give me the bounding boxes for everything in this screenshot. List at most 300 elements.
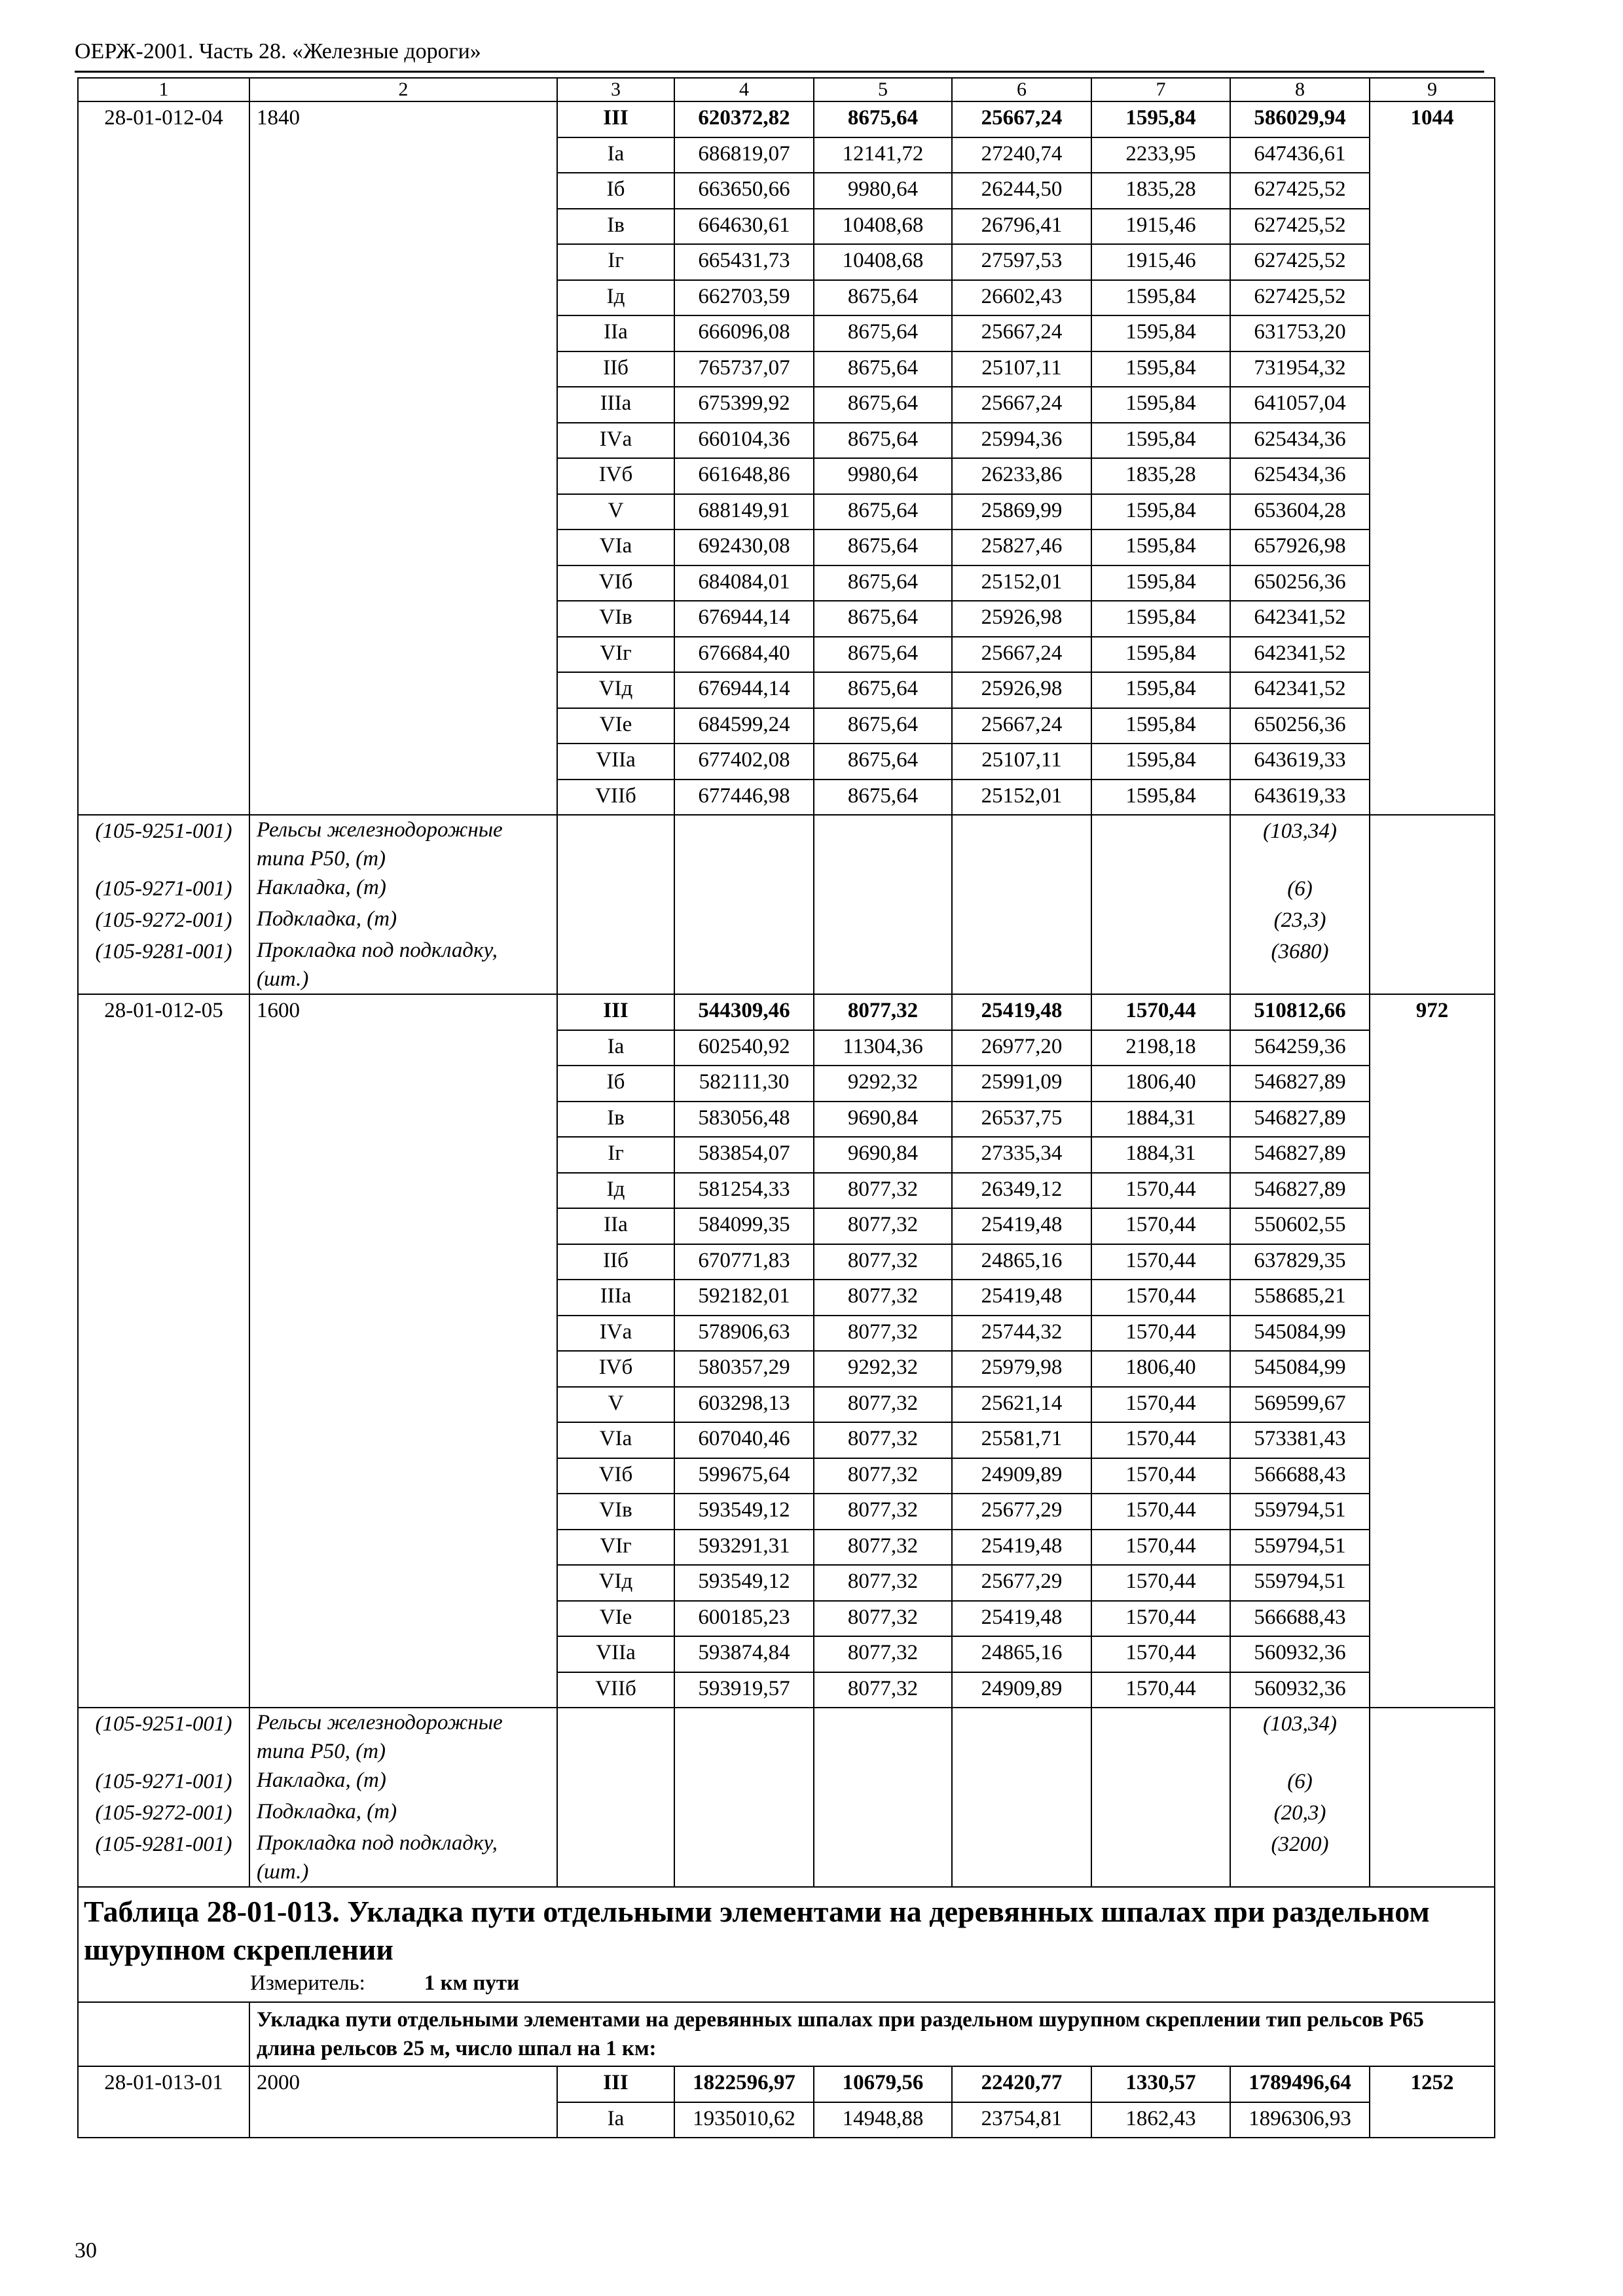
resource-quantity: (6) <box>1230 1766 1370 1797</box>
column-number: 6 <box>952 78 1091 101</box>
resource-name: Прокладка под подкладку, (шт.) <box>249 1829 557 1887</box>
machinist-wages: 1570,44 <box>1091 1494 1230 1530</box>
empty-cell <box>674 873 814 905</box>
machine-cost: 26233,86 <box>952 458 1091 494</box>
zone-code: Iб <box>557 173 674 209</box>
column-number-row <box>78 78 1495 101</box>
materials-cost: 642341,52 <box>1230 637 1370 673</box>
wages: 8077,32 <box>814 1422 952 1458</box>
materials-cost: 627425,52 <box>1230 209 1370 245</box>
total-cost: 593549,12 <box>674 1565 814 1601</box>
empty-cell <box>1370 1766 1495 1797</box>
column-number: 3 <box>557 78 674 101</box>
materials-cost: 564259,36 <box>1230 1030 1370 1066</box>
materials-cost: 625434,36 <box>1230 423 1370 459</box>
resource-name: Накладка, (т) <box>249 873 557 905</box>
resource-code: (105-9251-001) <box>78 1708 249 1766</box>
machine-cost: 24865,16 <box>952 1636 1091 1672</box>
materials-cost: 559794,51 <box>1230 1530 1370 1566</box>
wages: 8675,64 <box>814 315 952 351</box>
machine-cost: 25419,48 <box>952 1280 1091 1316</box>
wages: 10408,68 <box>814 244 952 280</box>
wages: 9980,64 <box>814 458 952 494</box>
resource-name: Подкладка, (т) <box>249 905 557 936</box>
empty-cell <box>1370 905 1495 936</box>
wages: 8675,64 <box>814 494 952 530</box>
wages: 9690,84 <box>814 1102 952 1138</box>
wages: 8675,64 <box>814 101 952 137</box>
resource-quantity: (20,3) <box>1230 1797 1370 1829</box>
materials-cost: 631753,20 <box>1230 315 1370 351</box>
resource-code: (105-9271-001) <box>78 1766 249 1797</box>
empty-cell <box>674 1829 814 1887</box>
total-cost: 670771,83 <box>674 1244 814 1280</box>
resource-name: Подкладка, (т) <box>249 1797 557 1829</box>
empty-cell <box>952 905 1091 936</box>
machine-cost: 22420,77 <box>952 2066 1091 2102</box>
empty-cell <box>814 1797 952 1829</box>
zone-code: Iг <box>557 244 674 280</box>
materials-cost: 650256,36 <box>1230 708 1370 744</box>
machinist-wages: 1595,84 <box>1091 315 1230 351</box>
empty-cell <box>1370 1797 1495 1829</box>
zone-code: VIг <box>557 1530 674 1566</box>
machinist-wages: 1806,40 <box>1091 1351 1230 1387</box>
machinist-wages: 1570,44 <box>1091 1458 1230 1494</box>
wages: 8077,32 <box>814 1565 952 1601</box>
total-cost: 620372,82 <box>674 101 814 137</box>
empty-cell <box>674 1766 814 1797</box>
materials-cost: 569599,67 <box>1230 1387 1370 1423</box>
zone-code: VIе <box>557 708 674 744</box>
empty-cell <box>1091 1708 1230 1766</box>
machinist-wages: 1570,44 <box>1091 1601 1230 1637</box>
empty-cell <box>952 1708 1091 1766</box>
empty-cell <box>674 1708 814 1766</box>
wages: 8077,32 <box>814 1636 952 1672</box>
wages: 11304,36 <box>814 1030 952 1066</box>
empty-cell <box>557 905 674 936</box>
machinist-wages: 1915,46 <box>1091 244 1230 280</box>
total-cost: 666096,08 <box>674 315 814 351</box>
total-cost: 583056,48 <box>674 1102 814 1138</box>
zone-code: VIа <box>557 529 674 565</box>
machine-cost: 25107,11 <box>952 744 1091 780</box>
wages: 8675,64 <box>814 565 952 601</box>
total-cost: 765737,07 <box>674 351 814 387</box>
wages: 8675,64 <box>814 280 952 316</box>
resource-row <box>78 1797 1495 1829</box>
machinist-wages: 1595,84 <box>1091 780 1230 816</box>
resource-row <box>78 936 1495 994</box>
table-title-block <box>78 1887 1495 2002</box>
machinist-wages: 2198,18 <box>1091 1030 1230 1066</box>
wages: 8675,64 <box>814 387 952 423</box>
materials-cost: 560932,36 <box>1230 1636 1370 1672</box>
empty-cell <box>1370 873 1495 905</box>
column-number: 5 <box>814 78 952 101</box>
total-cost: 664630,61 <box>674 209 814 245</box>
wages: 9292,32 <box>814 1066 952 1102</box>
zone-code: IIIа <box>557 1280 674 1316</box>
machinist-wages: 2233,95 <box>1091 137 1230 173</box>
machinist-wages: 1595,84 <box>1091 529 1230 565</box>
zone-code: VIIб <box>557 1672 674 1708</box>
labor-value: 972 <box>1370 994 1495 1708</box>
zone-code: Iб <box>557 1066 674 1102</box>
empty-cell <box>814 905 952 936</box>
machinist-wages: 1570,44 <box>1091 1422 1230 1458</box>
machine-cost: 25152,01 <box>952 565 1091 601</box>
materials-cost: 627425,52 <box>1230 244 1370 280</box>
empty-cell <box>557 815 674 873</box>
total-cost: 592182,01 <box>674 1280 814 1316</box>
empty-cell <box>1091 1766 1230 1797</box>
empty-cell <box>1091 815 1230 873</box>
empty-cell <box>674 815 814 873</box>
zone-code: Iд <box>557 280 674 316</box>
total-cost: 593874,84 <box>674 1636 814 1672</box>
machinist-wages: 1595,84 <box>1091 601 1230 637</box>
total-cost: 580357,29 <box>674 1351 814 1387</box>
resource-row <box>78 1708 1495 1766</box>
resource-name: Рельсы железнодорожные типа Р50, (т) <box>249 815 557 873</box>
wages: 8675,64 <box>814 672 952 708</box>
empty-cell <box>814 873 952 905</box>
wages: 8077,32 <box>814 1208 952 1244</box>
materials-cost: 546827,89 <box>1230 1173 1370 1209</box>
machine-cost: 26349,12 <box>952 1173 1091 1209</box>
zone-code: VIд <box>557 672 674 708</box>
machine-cost: 26602,43 <box>952 280 1091 316</box>
zone-code: III <box>557 994 674 1030</box>
zone-code: IIIа <box>557 387 674 423</box>
total-cost: 676944,14 <box>674 672 814 708</box>
table-title-row <box>78 1887 1495 2002</box>
page-header: ОЕРЖ-2001. Часть 28. «Железные дороги» <box>75 39 481 63</box>
wages: 8077,32 <box>814 1316 952 1352</box>
machine-cost: 24865,16 <box>952 1244 1091 1280</box>
empty-cell <box>814 936 952 994</box>
machine-cost: 25677,29 <box>952 1565 1091 1601</box>
wages: 9690,84 <box>814 1137 952 1173</box>
total-cost: 661648,86 <box>674 458 814 494</box>
resource-name: Прокладка под подкладку, (шт.) <box>249 936 557 994</box>
resource-row <box>78 873 1495 905</box>
zone-code: VIб <box>557 565 674 601</box>
total-cost: 581254,33 <box>674 1173 814 1209</box>
machine-cost: 25677,29 <box>952 1494 1091 1530</box>
machine-cost: 25152,01 <box>952 780 1091 816</box>
machinist-wages: 1570,44 <box>1091 1387 1230 1423</box>
machine-cost: 25979,98 <box>952 1351 1091 1387</box>
empty-cell <box>814 1708 952 1766</box>
machinist-wages: 1595,84 <box>1091 101 1230 137</box>
machinist-wages: 1595,84 <box>1091 708 1230 744</box>
machine-cost: 26796,41 <box>952 209 1091 245</box>
section-heading: Укладка пути отдельными элементами на деревянных шпалах при раздельном шурупном скреплении тип рельсов Р65 длина рельсов 25 м, число шпал на 1 км: <box>249 2002 1495 2066</box>
wages: 8077,32 <box>814 1601 952 1637</box>
total-cost: 602540,92 <box>674 1030 814 1066</box>
wages: 8077,32 <box>814 1494 952 1530</box>
wages: 10679,56 <box>814 2066 952 2102</box>
wages: 8675,64 <box>814 780 952 816</box>
machine-cost: 25419,48 <box>952 1208 1091 1244</box>
zone-code: VIIа <box>557 1636 674 1672</box>
materials-cost: 510812,66 <box>1230 994 1370 1030</box>
zone-code: IVа <box>557 423 674 459</box>
total-cost: 582111,30 <box>674 1066 814 1102</box>
empty-cell <box>78 2002 249 2066</box>
zone-code: IIб <box>557 351 674 387</box>
empty-cell <box>1370 1708 1495 1766</box>
machine-cost: 25926,98 <box>952 601 1091 637</box>
total-cost: 1935010,62 <box>674 2102 814 2138</box>
zone-code: IVб <box>557 458 674 494</box>
machinist-wages: 1570,44 <box>1091 1208 1230 1244</box>
total-cost: 660104,36 <box>674 423 814 459</box>
zone-code: IVб <box>557 1351 674 1387</box>
materials-cost: 545084,99 <box>1230 1316 1370 1352</box>
machine-cost: 26537,75 <box>952 1102 1091 1138</box>
table-title: Таблица 28-01-013. Укладка пути отдельными элементами на деревянных шпалах при раздельном шурупном скреплении <box>84 1895 1430 1966</box>
total-cost: 688149,91 <box>674 494 814 530</box>
resource-name: Накладка, (т) <box>249 1766 557 1797</box>
materials-cost: 642341,52 <box>1230 601 1370 637</box>
wages: 10408,68 <box>814 209 952 245</box>
materials-cost: 545084,99 <box>1230 1351 1370 1387</box>
machine-cost: 25107,11 <box>952 351 1091 387</box>
zone-code: V <box>557 494 674 530</box>
column-number: 2 <box>249 78 557 101</box>
empty-cell <box>557 1829 674 1887</box>
machinist-wages: 1570,44 <box>1091 994 1230 1030</box>
wages: 8675,64 <box>814 351 952 387</box>
machinist-wages: 1862,43 <box>1091 2102 1230 2138</box>
rate-code: 28-01-012-04 <box>78 101 249 815</box>
wages: 8077,32 <box>814 1530 952 1566</box>
machine-cost: 25581,71 <box>952 1422 1091 1458</box>
empty-cell <box>674 1797 814 1829</box>
zone-code: Iа <box>557 137 674 173</box>
machinist-wages: 1595,84 <box>1091 565 1230 601</box>
machinist-wages: 1330,57 <box>1091 2066 1230 2102</box>
total-cost: 675399,92 <box>674 387 814 423</box>
machinist-wages: 1570,44 <box>1091 1244 1230 1280</box>
machine-cost: 25994,36 <box>952 423 1091 459</box>
machinist-wages: 1806,40 <box>1091 1066 1230 1102</box>
machinist-wages: 1595,84 <box>1091 744 1230 780</box>
empty-cell <box>952 873 1091 905</box>
machine-cost: 25926,98 <box>952 672 1091 708</box>
machine-cost: 24909,89 <box>952 1458 1091 1494</box>
total-cost: 677446,98 <box>674 780 814 816</box>
parameter-value: 1840 <box>249 101 557 815</box>
materials-cost: 559794,51 <box>1230 1565 1370 1601</box>
wages: 8077,32 <box>814 1672 952 1708</box>
resource-quantity: (23,3) <box>1230 905 1370 936</box>
resource-row <box>78 1829 1495 1887</box>
resource-quantity: (103,34) <box>1230 1708 1370 1766</box>
resource-code: (105-9271-001) <box>78 873 249 905</box>
zone-code: Iа <box>557 2102 674 2138</box>
empty-cell <box>814 815 952 873</box>
empty-cell <box>557 1708 674 1766</box>
materials-cost: 653604,28 <box>1230 494 1370 530</box>
machinist-wages: 1570,44 <box>1091 1280 1230 1316</box>
materials-cost: 625434,36 <box>1230 458 1370 494</box>
table-row <box>78 101 1495 137</box>
materials-cost: 637829,35 <box>1230 1244 1370 1280</box>
zone-code: VIб <box>557 1458 674 1494</box>
machine-cost: 27597,53 <box>952 244 1091 280</box>
zone-code: IIб <box>557 1244 674 1280</box>
empty-cell <box>557 873 674 905</box>
machine-cost: 25827,46 <box>952 529 1091 565</box>
parameter-value: 1600 <box>249 994 557 1708</box>
machinist-wages: 1884,31 <box>1091 1137 1230 1173</box>
materials-cost: 627425,52 <box>1230 280 1370 316</box>
empty-cell <box>952 815 1091 873</box>
wages: 8077,32 <box>814 1387 952 1423</box>
total-cost: 684084,01 <box>674 565 814 601</box>
materials-cost: 546827,89 <box>1230 1137 1370 1173</box>
machinist-wages: 1595,84 <box>1091 494 1230 530</box>
total-cost: 684599,24 <box>674 708 814 744</box>
zone-code: V <box>557 1387 674 1423</box>
total-cost: 692430,08 <box>674 529 814 565</box>
unit-line <box>84 1969 1489 1998</box>
unit-value: 1 км пути <box>424 1971 520 1995</box>
total-cost: 663650,66 <box>674 173 814 209</box>
machinist-wages: 1570,44 <box>1091 1636 1230 1672</box>
rates-table <box>77 77 1495 2138</box>
empty-cell <box>557 1766 674 1797</box>
column-number: 9 <box>1370 78 1495 101</box>
page-number: 30 <box>75 2238 97 2263</box>
total-cost: 607040,46 <box>674 1422 814 1458</box>
machinist-wages: 1835,28 <box>1091 458 1230 494</box>
total-cost: 584099,35 <box>674 1208 814 1244</box>
column-number: 4 <box>674 78 814 101</box>
zone-code: Iв <box>557 1102 674 1138</box>
resource-quantity: (103,34) <box>1230 815 1370 873</box>
resource-row <box>78 1766 1495 1797</box>
wages: 8077,32 <box>814 1244 952 1280</box>
rate-code: 28-01-013-01 <box>78 2066 249 2138</box>
empty-cell <box>1370 936 1495 994</box>
total-cost: 677402,08 <box>674 744 814 780</box>
resource-row <box>78 815 1495 873</box>
wages: 8675,64 <box>814 744 952 780</box>
empty-cell <box>1091 1829 1230 1887</box>
materials-cost: 559794,51 <box>1230 1494 1370 1530</box>
header-rule <box>75 71 1484 73</box>
machinist-wages: 1570,44 <box>1091 1565 1230 1601</box>
materials-cost: 643619,33 <box>1230 744 1370 780</box>
unit-label: Измеритель: <box>250 1971 365 1995</box>
empty-cell <box>674 905 814 936</box>
zone-code: VIв <box>557 1494 674 1530</box>
materials-cost: 586029,94 <box>1230 101 1370 137</box>
empty-cell <box>952 1797 1091 1829</box>
materials-cost: 657926,98 <box>1230 529 1370 565</box>
empty-cell <box>952 1766 1091 1797</box>
empty-cell <box>952 1829 1091 1887</box>
machinist-wages: 1835,28 <box>1091 173 1230 209</box>
total-cost: 593919,57 <box>674 1672 814 1708</box>
machinist-wages: 1595,84 <box>1091 387 1230 423</box>
machine-cost: 25744,32 <box>952 1316 1091 1352</box>
zone-code: III <box>557 2066 674 2102</box>
materials-cost: 627425,52 <box>1230 173 1370 209</box>
wages: 8675,64 <box>814 708 952 744</box>
machinist-wages: 1595,84 <box>1091 672 1230 708</box>
machine-cost: 25869,99 <box>952 494 1091 530</box>
materials-cost: 1896306,93 <box>1230 2102 1370 2138</box>
resource-code: (105-9281-001) <box>78 1829 249 1887</box>
zone-code: Iа <box>557 1030 674 1066</box>
empty-cell <box>814 1766 952 1797</box>
wages: 9292,32 <box>814 1351 952 1387</box>
zone-code: VIIб <box>557 780 674 816</box>
resource-code: (105-9272-001) <box>78 1797 249 1829</box>
machine-cost: 25991,09 <box>952 1066 1091 1102</box>
machinist-wages: 1884,31 <box>1091 1102 1230 1138</box>
column-number: 1 <box>78 78 249 101</box>
materials-cost: 546827,89 <box>1230 1066 1370 1102</box>
machinist-wages: 1595,84 <box>1091 637 1230 673</box>
total-cost: 583854,07 <box>674 1137 814 1173</box>
materials-cost: 642341,52 <box>1230 672 1370 708</box>
column-number: 7 <box>1091 78 1230 101</box>
wages: 8675,64 <box>814 529 952 565</box>
total-cost: 593549,12 <box>674 1494 814 1530</box>
machinist-wages: 1595,84 <box>1091 423 1230 459</box>
wages: 9980,64 <box>814 173 952 209</box>
column-number: 8 <box>1230 78 1370 101</box>
materials-cost: 550602,55 <box>1230 1208 1370 1244</box>
parameter-value: 2000 <box>249 2066 557 2138</box>
machine-cost: 23754,81 <box>952 2102 1091 2138</box>
machinist-wages: 1570,44 <box>1091 1316 1230 1352</box>
zone-code: VIг <box>557 637 674 673</box>
machine-cost: 26977,20 <box>952 1030 1091 1066</box>
empty-cell <box>1091 873 1230 905</box>
wages: 8077,32 <box>814 1458 952 1494</box>
total-cost: 676944,14 <box>674 601 814 637</box>
wages: 8077,32 <box>814 1280 952 1316</box>
zone-code: Iд <box>557 1173 674 1209</box>
resource-quantity: (6) <box>1230 873 1370 905</box>
wages: 14948,88 <box>814 2102 952 2138</box>
zone-code: VIв <box>557 601 674 637</box>
materials-cost: 643619,33 <box>1230 780 1370 816</box>
empty-cell <box>1370 815 1495 873</box>
materials-cost: 566688,43 <box>1230 1458 1370 1494</box>
machine-cost: 25621,14 <box>952 1387 1091 1423</box>
total-cost: 665431,73 <box>674 244 814 280</box>
resource-quantity: (3680) <box>1230 936 1370 994</box>
total-cost: 1822596,97 <box>674 2066 814 2102</box>
machine-cost: 25667,24 <box>952 101 1091 137</box>
zone-code: IVа <box>557 1316 674 1352</box>
materials-cost: 560932,36 <box>1230 1672 1370 1708</box>
total-cost: 544309,46 <box>674 994 814 1030</box>
zone-code: VIд <box>557 1565 674 1601</box>
resource-row <box>78 905 1495 936</box>
resource-code: (105-9281-001) <box>78 936 249 994</box>
